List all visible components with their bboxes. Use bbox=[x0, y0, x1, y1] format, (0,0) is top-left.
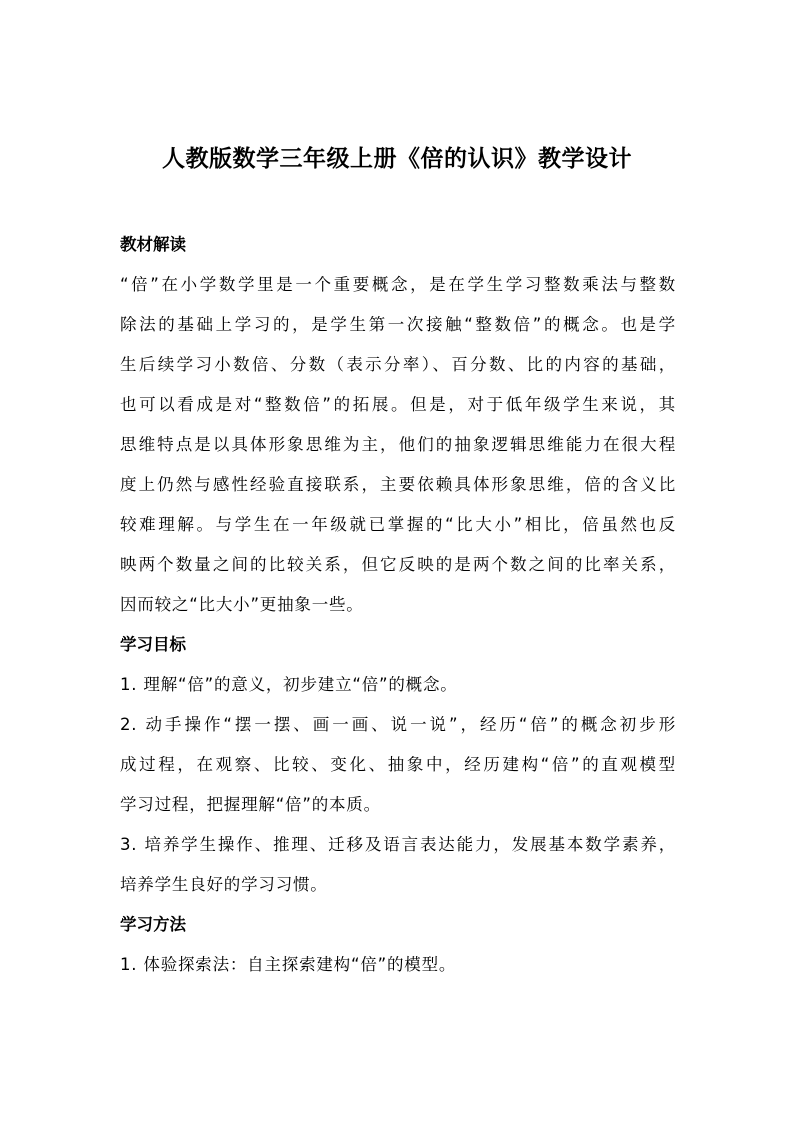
goal-item-2 bbox=[120, 705, 676, 825]
document-title: 人教版数学三年级上册《倍的认识》教学设计 bbox=[162, 145, 632, 172]
section-heading-textbook-analysis: 教材解读 bbox=[120, 235, 186, 254]
section-heading-learning-goals: 学习目标 bbox=[120, 635, 186, 654]
text-line: 生后续学习小数倍、分数（表示分率）、百分数、比的内容的基础， bbox=[120, 355, 676, 374]
text-line: 成过程，在观察、比较、变化、抽象中，经历建构“倍”的直观模型 bbox=[120, 755, 676, 774]
section-heading-learning-methods: 学习方法 bbox=[120, 915, 186, 934]
text-line: 映两个数量之间的比较关系，但它反映的是两个数之间的比率关系， bbox=[120, 555, 676, 574]
text-line: 思维特点是以具体形象思维为主，他们的抽象逻辑思维能力在很大程 bbox=[120, 435, 676, 454]
method-item-1 bbox=[120, 945, 676, 985]
goal-item-3 bbox=[120, 825, 676, 905]
text-line: “倍”在小学数学里是一个重要概念，是在学生学习整数乘法与整数 bbox=[120, 275, 676, 294]
goal-item-1 bbox=[120, 665, 676, 705]
text-line: 2. 动手操作“摆一摆、画一画、说一说”，经历“倍”的概念初步形 bbox=[120, 715, 676, 734]
document-body bbox=[120, 225, 676, 985]
text-line: 度上仍然与感性经验直接联系，主要依赖具体形象思维，倍的含义比 bbox=[120, 475, 676, 494]
text-line: 也可以看成是对“整数倍”的拓展。但是，对于低年级学生来说，其 bbox=[120, 395, 676, 414]
text-line: 除法的基础上学习的，是学生第一次接触“整数倍”的概念。也是学 bbox=[120, 315, 676, 334]
text-line: 培养学生良好的学习习惯。 bbox=[120, 875, 328, 894]
text-line: 学习过程，把握理解“倍”的本质。 bbox=[120, 795, 381, 814]
paragraph-textbook-analysis bbox=[120, 265, 676, 625]
text-line: 3. 培养学生操作、推理、迁移及语言表达能力，发展基本数学素养， bbox=[120, 835, 676, 854]
text-line: 1. 体验探索法：自主探索建构“倍”的模型。 bbox=[120, 955, 457, 974]
text-line: 因而较之“比大小”更抽象一些。 bbox=[120, 595, 364, 614]
text-line: 较难理解。与学生在一年级就已掌握的“比大小”相比，倍虽然也反 bbox=[120, 515, 676, 534]
text-line: 1. 理解“倍”的意义，初步建立“倍”的概念。 bbox=[120, 675, 458, 694]
